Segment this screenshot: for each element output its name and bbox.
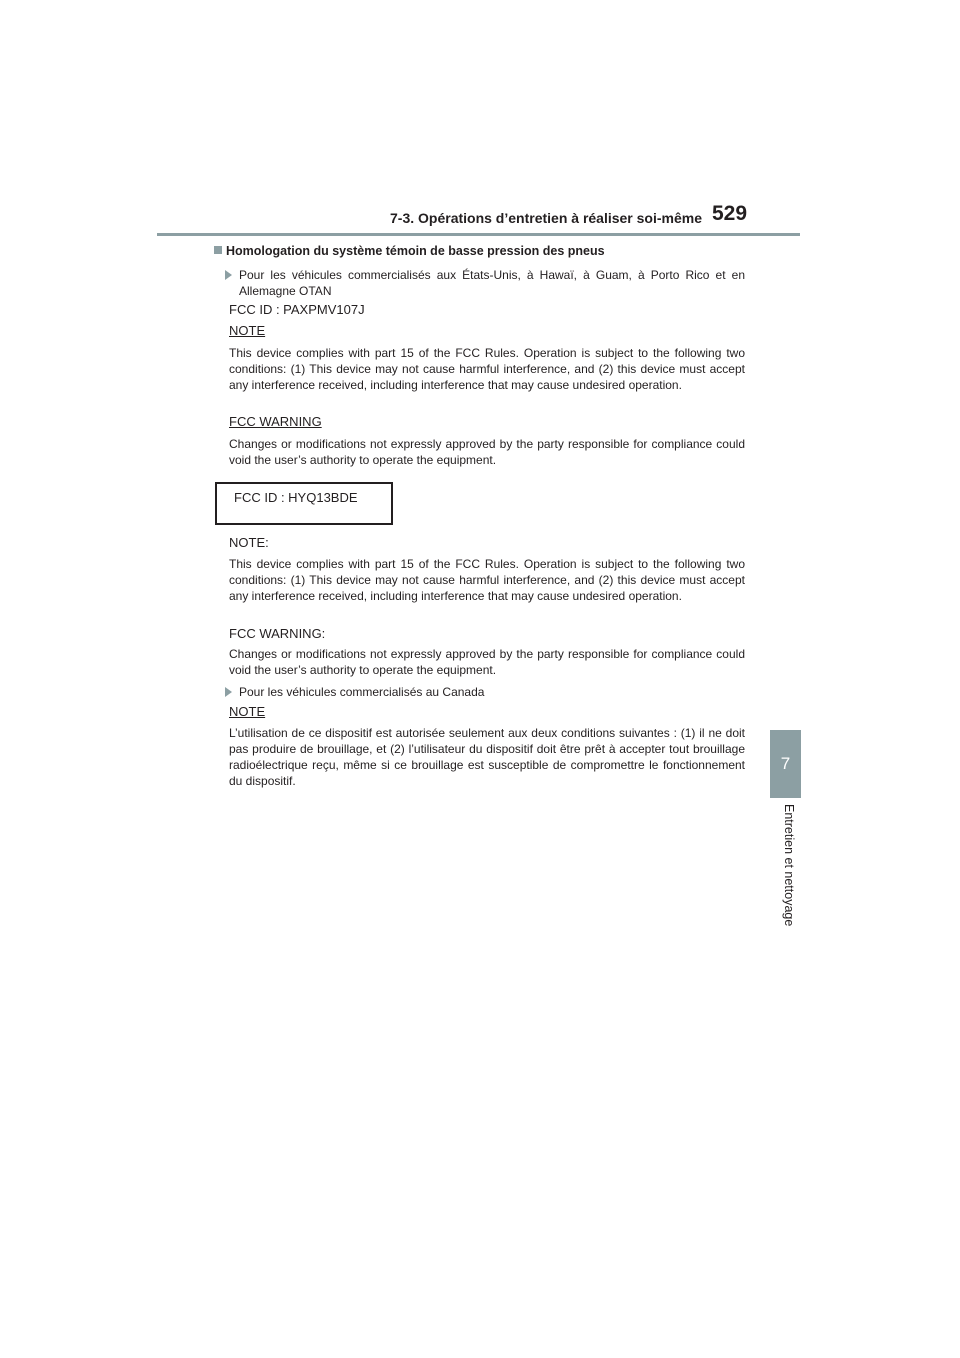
list-item-text: Pour les véhicules commercialisés au Canada [239, 685, 485, 699]
section-title: 7-3. Opérations d’entretien à réaliser soi-même [390, 210, 703, 226]
warning-text-1: Changes or modifications not expressly approved by the party responsible for compliance could void the user’s authority to operate the equipment. [229, 437, 745, 467]
note-text-3: L’utilisation de ce dispositif est autorisée seulement aux deux conditions suivantes : (1) il ne doit pas produire de brouillage, et (2) l’utilisateur du dispositif doit être prêt à accepter tout brouillage radioélectrique reçu, même si ce brouillage est susceptible de compromettre le fonctionnement du dispositif. [229, 726, 745, 788]
list-item-us [225, 267, 745, 299]
list-item-text: Pour les véhicules commercialisés aux États-Unis, à Hawaï, à Guam, à Porto Rico et en Allemagne OTAN [239, 268, 745, 298]
fcc-id-2: FCC ID : HYQ13BDE [234, 490, 358, 505]
list-item-canada [225, 684, 745, 700]
section-heading [214, 244, 605, 258]
chapter-tab [770, 730, 801, 798]
fcc-id-1: FCC ID : PAXPMV107J [229, 302, 365, 317]
note-label-2: NOTE: [229, 535, 269, 550]
note-label-1: NOTE [229, 323, 266, 338]
note-label-3: NOTE [229, 704, 266, 719]
warning-label-2: FCC WARNING: [229, 626, 326, 641]
warning-label-1: FCC WARNING [229, 414, 322, 429]
chapter-label: Entretien et nettoyage [782, 804, 796, 927]
chapter-number: 7 [780, 754, 791, 773]
warning-text-2: Changes or modifications not expressly approved by the party responsible for compliance could void the user’s authority to operate the equipment. [229, 647, 745, 677]
triangle-bullet-icon [225, 687, 232, 697]
header-divider [157, 233, 800, 236]
fcc-id-box [215, 482, 393, 525]
square-bullet-icon [214, 246, 222, 254]
note-text-1: This device complies with part 15 of the FCC Rules. Operation is subject to the following two conditions: (1) This device may not cause harmful interference, and (2) this device must accept any interference received, including interference that may cause undesired operation. [229, 346, 745, 392]
section-heading-text: Homologation du système témoin de basse pression des pneus [226, 244, 605, 258]
triangle-bullet-icon [225, 270, 232, 280]
page-number: 529 [712, 202, 748, 225]
note-text-2: This device complies with part 15 of the FCC Rules. Operation is subject to the following two conditions: (1) This device may not cause harmful interference, and (2) this device must accept any interference received, including interference that may cause undesired operation. [229, 557, 745, 603]
